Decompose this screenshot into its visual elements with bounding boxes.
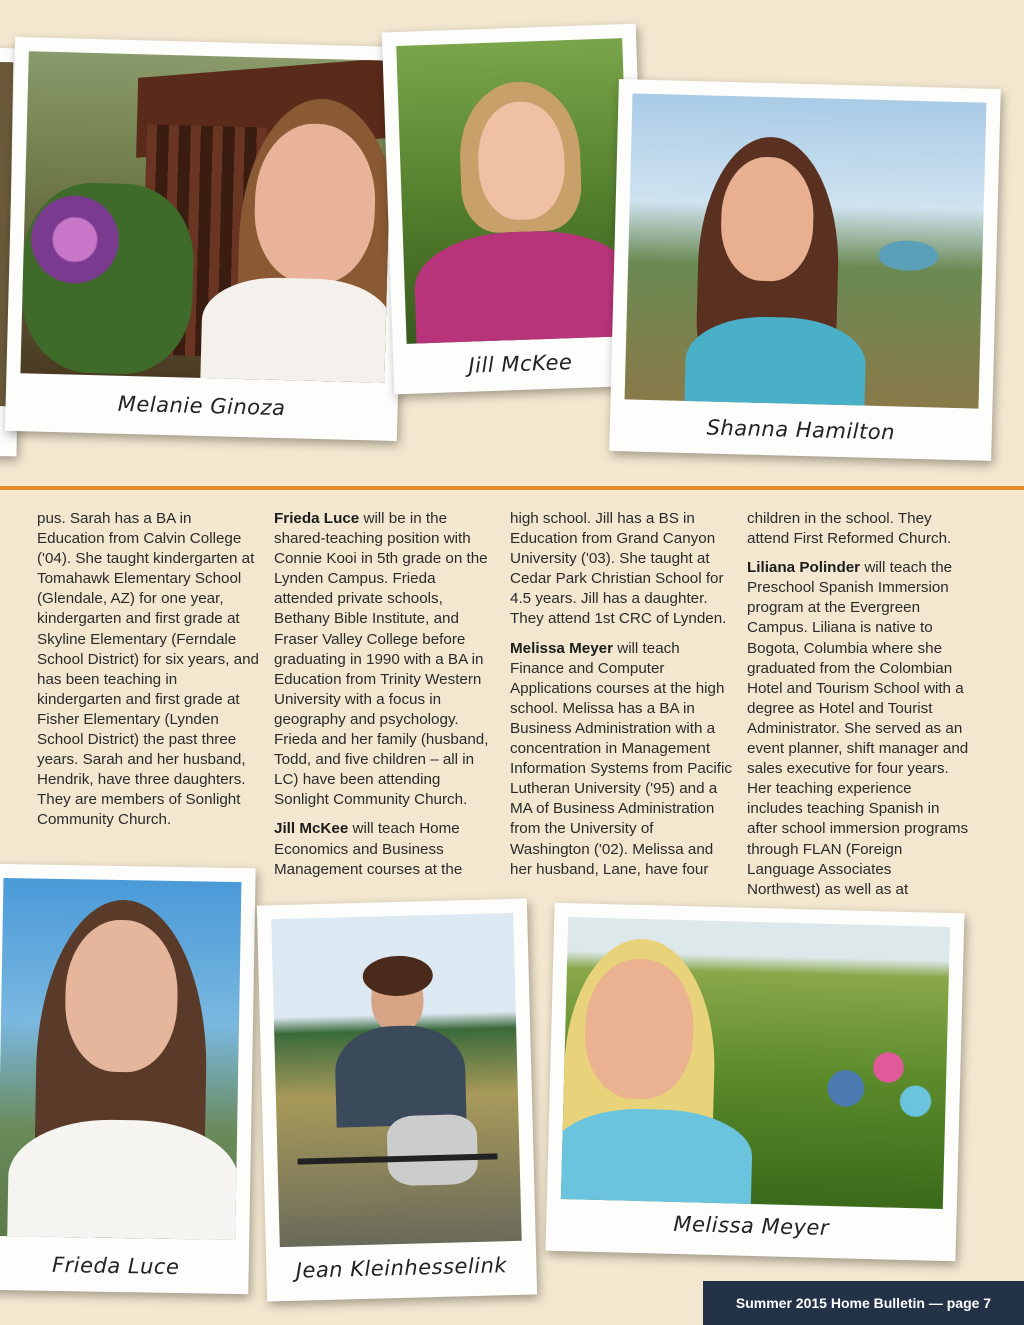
page-footer: Summer 2015 Home Bulletin — page 7 <box>703 1281 1024 1325</box>
article-paragraph: Melissa Meyer will teach Finance and Computer Applications courses at the high school. Melissa has a BA in Business Administration with a concentration in Management Information Systems from Pacific Lutheran University ('95) and a MA of Business Administration from the University of Washington ('02). Melissa and her husband, Lane, have four <box>510 639 732 878</box>
caption-shanna: Shanna Hamilton <box>706 415 896 445</box>
photo-melissa-meyer <box>546 903 965 1262</box>
caption-jill: Jill McKee <box>468 350 573 378</box>
frieda-photo-image <box>0 878 241 1240</box>
photo-shanna-hamilton <box>609 79 1001 461</box>
caption-frieda: Frieda Luce <box>51 1252 180 1280</box>
article-paragraph: children in the school. They attend First Reformed Church. <box>747 510 952 548</box>
text-column-2 <box>274 509 496 889</box>
article-paragraph: Liliana Polinder will teach the Preschool Spanish Immersion program at the Evergreen Campus. Liliana is native to Bogota, Columbia where she graduated from the Colombian Hotel and Tourism School with a degree as Hotel and Tourist Administrator. She served as an event planner, shift manager and sales executive for four years. Her teaching experience includes teaching Spanish in after school immersion programs through FLAN (Foreign Language Associates Northwest) as well as at <box>747 559 969 898</box>
melissa-photo-image <box>561 917 950 1209</box>
melanie-photo-image <box>20 51 392 382</box>
jill-photo-image <box>396 38 632 344</box>
photo-jill-mckee <box>382 24 648 395</box>
article-paragraph: high school. Jill has a BS in Education from Grand Canyon University ('03). She taught at Cedar Park Christian School for 4.5 years. Jill has a daughter. They attend 1st CRC of Lynden. <box>510 510 727 628</box>
caption-melissa: Melissa Meyer <box>673 1211 830 1240</box>
caption-jean: Jean Kleinhesselink <box>295 1253 508 1283</box>
article-paragraph: Jill McKee will teach Home Economics and Business Management courses at the <box>274 820 463 878</box>
article-paragraph: Frieda Luce will be in the shared-teaching position with Connie Kooi in 5th grade on the Lynden Campus. Frieda attended private schools, Bethany Bible Institute, and Fraser Valley College before graduating in 1990 with a BA in Education from Trinity Western University with a focus in geography and psychology. Frieda and her family (husband, Todd, and five children – all in LC) have been attending Sonlight Community Church. <box>274 510 489 809</box>
photo-jean-kleinhesselink <box>257 899 537 1302</box>
teacher-name: Liliana Polinder <box>747 559 861 577</box>
section-divider <box>0 486 1024 490</box>
jean-photo-image <box>271 913 522 1247</box>
caption-melanie: Melanie Ginoza <box>117 391 286 421</box>
teacher-name: Melissa Meyer <box>510 639 613 657</box>
text-column-3 <box>510 509 732 889</box>
photo-frieda-luce <box>0 864 256 1295</box>
shanna-photo-image <box>625 93 987 408</box>
teacher-name: Jill McKee <box>274 820 349 838</box>
text-column-4 <box>747 509 969 909</box>
text-column-1 <box>37 509 259 840</box>
photo-melanie-ginoza <box>5 37 407 441</box>
teacher-name: Frieda Luce <box>274 510 360 527</box>
article-paragraph: pus. Sarah has a BA in Education from Calvin College ('04). She taught kindergarten at Tomahawk Elementary School (Glendale, AZ) for one year, kindergarten and first grade at Skyline Elementary (Ferndale School District) for six years, and has been teaching in kindergarten and first grade at Fisher Elementary (Lynden School District) the past three years. Sarah and her husband, Hendrik, have three daughters. They are members of Sonlight Community Church. <box>37 510 259 829</box>
